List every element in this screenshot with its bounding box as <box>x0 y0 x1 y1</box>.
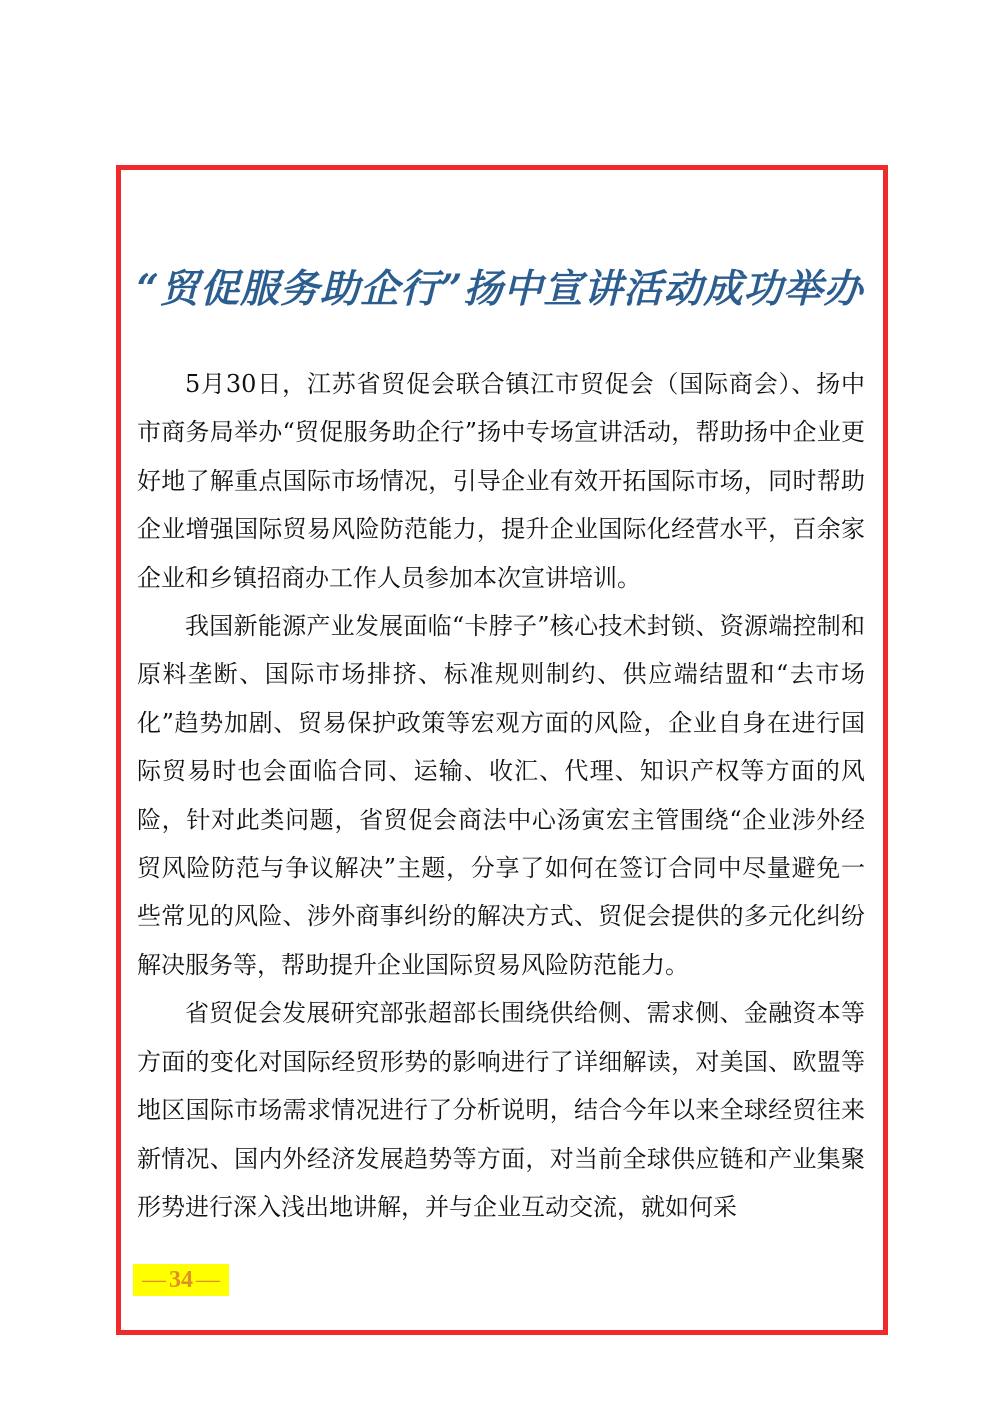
page-number: 34 <box>169 1266 193 1293</box>
page-number-dash-left: — <box>142 1266 166 1293</box>
article-body <box>137 360 865 1231</box>
page-number-dash-right: — <box>196 1266 220 1293</box>
paragraph-1: 5月30日，江苏省贸促会联合镇江市贸促会（国际商会）、扬中市商务局举办“贸促服务助企行”扬中专场宣讲活动，帮助扬中企业更好地了解重点国际市场情况，引导企业有效开拓国际市场，同时帮助企业增强国际贸易风险防范能力，提升企业国际化经营水平，百余家企业和乡镇招商办工作人员参加本次宣讲培训。 <box>137 370 865 592</box>
page-number-badge <box>133 1264 229 1296</box>
paragraph-2: 我国新能源产业发展面临“卡脖子”核心技术封锁、资源端控制和原料垄断、国际市场排挤、标准规则制约、供应端结盟和“去市场化”趋势加剧、贸易保护政策等宏观方面的风险，企业自身在进行国际贸易时也会面临合同、运输、收汇、代理、知识产权等方面的风险，针对此类问题，省贸促会商法中心汤寅宏主管围绕“企业涉外经贸风险防范与争议解决”主题，分享了如何在签订合同中尽量避免一些常见的风险、涉外商事纠纷的解决方式、贸促会提供的多元化纠纷解决服务等，帮助提升企业国际贸易风险防范能力。 <box>137 612 865 979</box>
article-title: “贸促服务助企行”扬中宣讲活动成功举办 <box>136 266 864 312</box>
paragraph-3: 省贸促会发展研究部张超部长围绕供给侧、需求侧、金融资本等方面的变化对国际经贸形势的影响进行了详细解读，对美国、欧盟等地区国际市场需求情况进行了分析说明，结合今年以来全球经贸往来新情况、国内外经济发展趋势等方面，对当前全球供应链和产业集聚形势进行深入浅出地讲解，并与企业互动交流，就如何采 <box>137 999 865 1221</box>
